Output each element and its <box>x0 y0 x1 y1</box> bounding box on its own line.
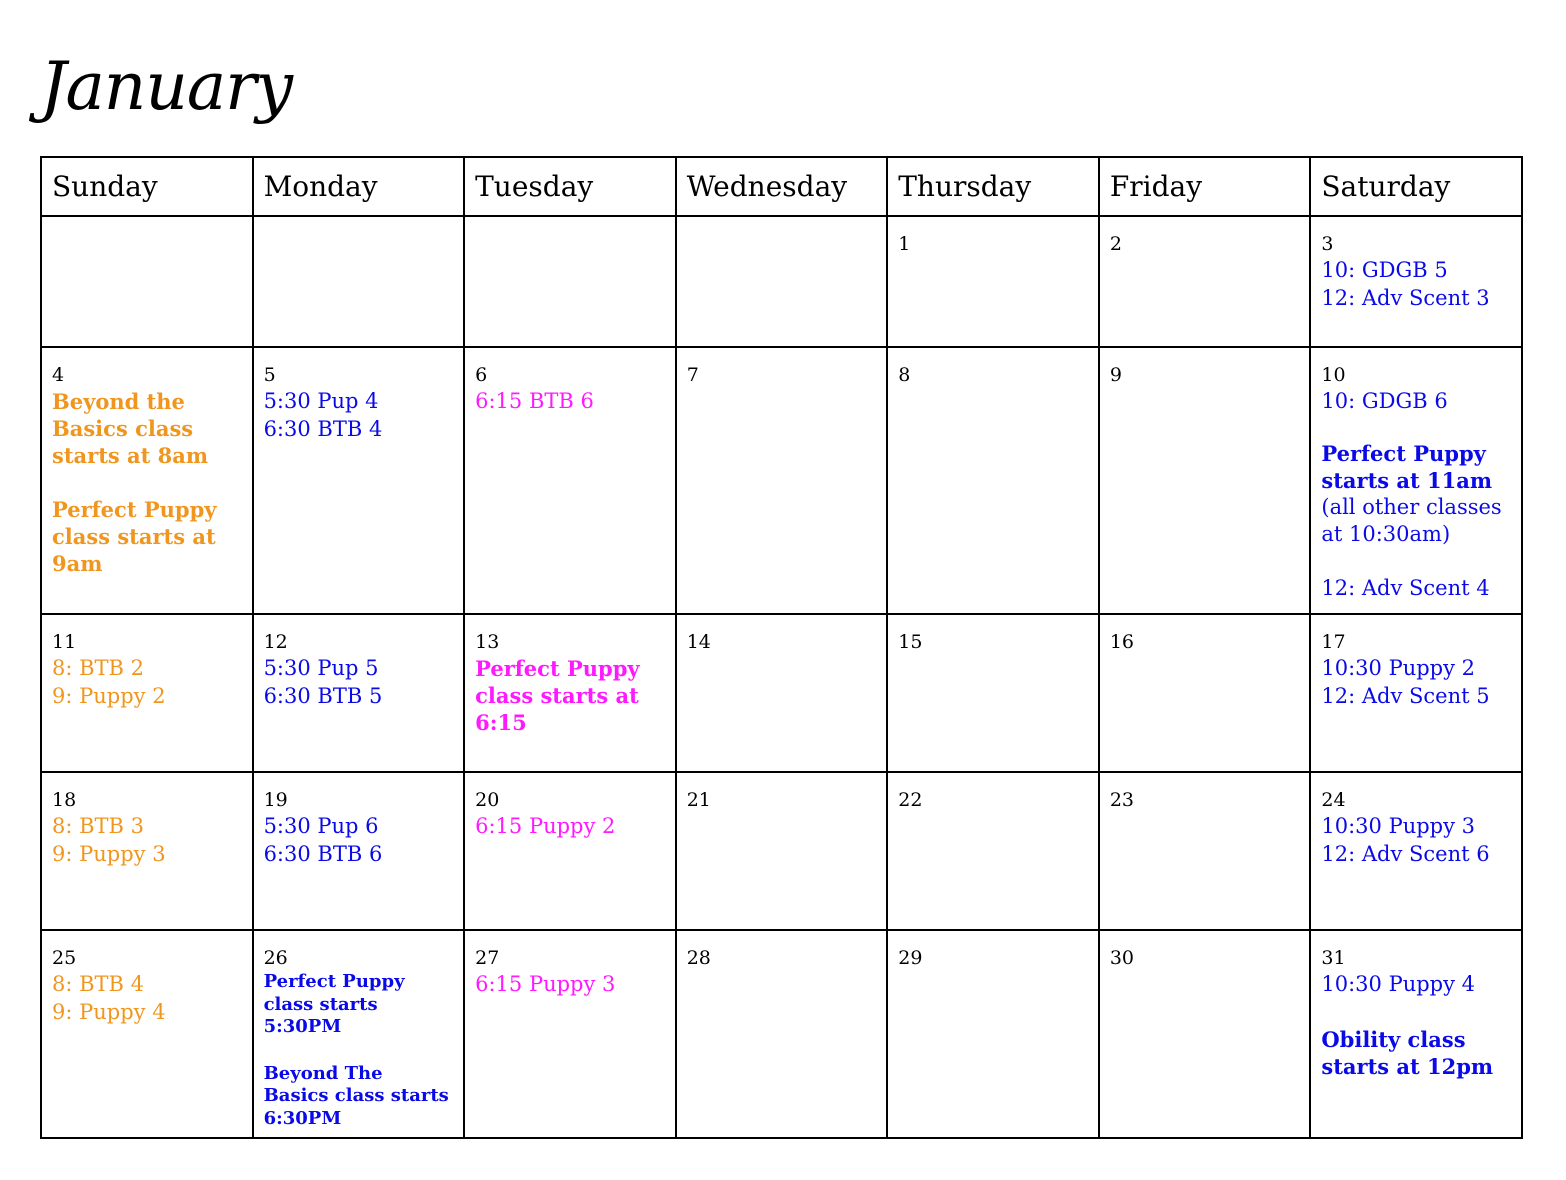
day-cell-25 <box>41 930 253 1138</box>
day-number: 3 <box>1321 233 1334 255</box>
day-cell-2 <box>1099 216 1311 347</box>
day-cell-1 <box>887 216 1099 347</box>
day-number: 28 <box>686 947 711 969</box>
day-number: 17 <box>1321 631 1346 653</box>
event-entry: 5:30 Pup 4 <box>263 389 379 413</box>
day-number: 14 <box>686 631 711 653</box>
day-cell-6 <box>464 347 676 614</box>
day-number: 9 <box>1109 364 1122 386</box>
event-announcement: Obility class starts at 12pm <box>1321 1026 1494 1079</box>
day-cell-29 <box>887 930 1099 1138</box>
day-number: 13 <box>475 631 500 653</box>
event-entry: 6:30 BTB 5 <box>263 683 383 708</box>
day-cell-20 <box>464 772 676 930</box>
day-number: 7 <box>686 364 699 386</box>
day-number: 29 <box>898 947 923 969</box>
event-entry: 8: BTB 2 <box>52 656 145 680</box>
event-note: (all other classes at 10:30am) <box>1321 494 1502 546</box>
event-entry: 10: GDGB 5 <box>1321 258 1448 282</box>
day-cell-19 <box>253 772 465 930</box>
event-announcement: Beyond The Basics class starts 6:30PM <box>263 1062 449 1129</box>
event-entry: 12: Adv Scent 4 <box>1321 575 1490 600</box>
event-entry: 5:30 Pup 6 <box>263 814 379 838</box>
day-number: 31 <box>1321 947 1346 969</box>
day-cell-11 <box>41 614 253 772</box>
day-cell-empty <box>676 216 888 347</box>
weekday-header-wednesday: Wednesday <box>676 157 888 216</box>
day-cell-9 <box>1099 347 1311 614</box>
day-number: 16 <box>1109 631 1134 653</box>
day-number: 26 <box>263 947 288 969</box>
day-number: 27 <box>475 947 500 969</box>
event-entry: 6:15 Puppy 3 <box>475 972 616 996</box>
weekday-header-monday: Monday <box>253 157 465 216</box>
day-number: 15 <box>898 631 923 653</box>
day-number: 8 <box>898 364 911 386</box>
day-cell-8 <box>887 347 1099 614</box>
event-entry: 5:30 Pup 5 <box>263 656 379 680</box>
week-row <box>41 216 1522 347</box>
day-cell-12 <box>253 614 465 772</box>
event-announcement: Perfect Puppy starts at 11am <box>1321 440 1493 493</box>
day-cell-27 <box>464 930 676 1138</box>
day-cell-5 <box>253 347 465 614</box>
weekday-header-sunday: Sunday <box>41 157 253 216</box>
week-row <box>41 772 1522 930</box>
day-cell-7 <box>676 347 888 614</box>
day-cell-10 <box>1310 347 1522 614</box>
day-cell-28 <box>676 930 888 1138</box>
day-number: 10 <box>1321 364 1346 386</box>
day-cell-18 <box>41 772 253 930</box>
week-row <box>41 930 1522 1138</box>
event-announcement: Perfect Puppy class starts 5:30PM <box>263 971 405 1037</box>
day-cell-empty <box>253 216 465 347</box>
day-number: 30 <box>1109 947 1134 969</box>
event-entry: 10:30 Puppy 4 <box>1321 972 1476 996</box>
day-cell-30 <box>1099 930 1311 1138</box>
day-number: 12 <box>263 631 288 653</box>
weekday-header-friday: Friday <box>1099 157 1311 216</box>
event-entry: 12: Adv Scent 5 <box>1321 683 1490 708</box>
weekday-header-tuesday: Tuesday <box>464 157 676 216</box>
event-announcement: Beyond the Basics class starts at 8am <box>52 389 209 468</box>
day-number: 19 <box>263 789 288 811</box>
day-number: 4 <box>52 364 65 386</box>
event-entry: 10:30 Puppy 2 <box>1321 656 1476 680</box>
event-entry: 6:15 Puppy 2 <box>475 814 616 838</box>
day-cell-21 <box>676 772 888 930</box>
weekday-header-saturday: Saturday <box>1310 157 1522 216</box>
event-announcement: Perfect Puppy class starts at 6:15 <box>475 656 640 735</box>
event-entry: 10:30 Puppy 3 <box>1321 814 1476 838</box>
weekday-header-thursday: Thursday <box>887 157 1099 216</box>
event-entry: 12: Adv Scent 6 <box>1321 841 1490 866</box>
day-number: 25 <box>52 947 77 969</box>
day-cell-23 <box>1099 772 1311 930</box>
day-cell-empty <box>464 216 676 347</box>
day-cell-22 <box>887 772 1099 930</box>
week-row <box>41 614 1522 772</box>
day-cell-13 <box>464 614 676 772</box>
day-number: 1 <box>898 233 911 255</box>
event-entry: 6:30 BTB 4 <box>263 416 383 441</box>
week-row <box>41 347 1522 614</box>
event-announcement: Perfect Puppy class starts at 9am <box>52 497 217 576</box>
day-number: 18 <box>52 789 77 811</box>
weekday-header-row <box>41 157 1522 216</box>
event-entry: 8: BTB 4 <box>52 972 145 996</box>
day-cell-3 <box>1310 216 1522 347</box>
day-cell-15 <box>887 614 1099 772</box>
event-entry: 6:15 BTB 6 <box>475 389 594 413</box>
day-number: 22 <box>898 789 923 811</box>
day-number: 21 <box>686 789 711 811</box>
day-cell-26 <box>253 930 465 1138</box>
day-cell-24 <box>1310 772 1522 930</box>
day-number: 24 <box>1321 789 1346 811</box>
day-number: 2 <box>1109 233 1122 255</box>
day-cell-14 <box>676 614 888 772</box>
event-entry: 8: BTB 3 <box>52 814 145 838</box>
day-number: 23 <box>1109 789 1134 811</box>
day-cell-17 <box>1310 614 1522 772</box>
day-number: 5 <box>263 364 276 386</box>
event-entry: 9: Puppy 4 <box>52 999 166 1024</box>
event-entry: 10: GDGB 6 <box>1321 389 1448 413</box>
calendar-grid <box>40 156 1523 1139</box>
event-entry: 12: Adv Scent 3 <box>1321 285 1490 310</box>
day-number: 6 <box>475 364 488 386</box>
day-cell-16 <box>1099 614 1311 772</box>
day-cell-empty <box>41 216 253 347</box>
event-entry: 6:30 BTB 6 <box>263 841 383 866</box>
day-number: 11 <box>52 631 77 653</box>
month-title: January <box>40 48 293 125</box>
day-number: 20 <box>475 789 500 811</box>
day-cell-31 <box>1310 930 1522 1138</box>
event-entry: 9: Puppy 3 <box>52 841 166 866</box>
event-entry: 9: Puppy 2 <box>52 683 166 708</box>
day-cell-4 <box>41 347 253 614</box>
